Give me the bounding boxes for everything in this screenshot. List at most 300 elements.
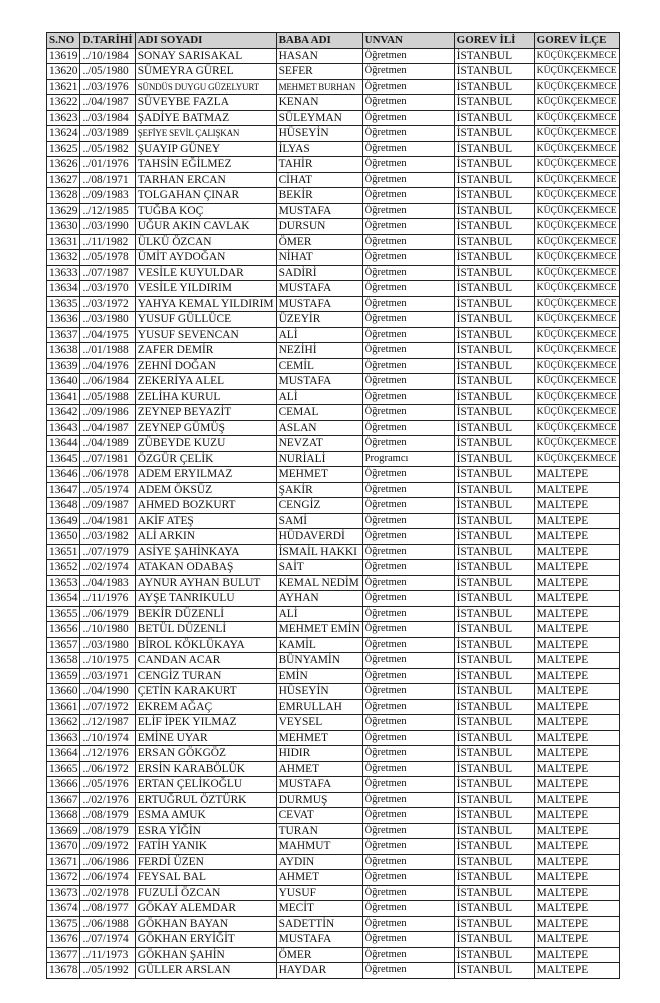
cell-province: İSTANBUL [454,777,534,793]
cell-district: KÜÇÜKÇEKMECE [534,389,619,405]
cell-sno: 13676 [47,932,80,948]
cell-province: İSTANBUL [454,219,534,235]
cell-full-name: GÖKHAN BAYAN [135,916,276,932]
cell-district: KÜÇÜKÇEKMECE [534,126,619,142]
table-row [47,48,620,64]
cell-birth-date: ../05/1992 [80,963,135,979]
cell-district: KÜÇÜKÇEKMECE [534,219,619,235]
cell-province: İSTANBUL [454,932,534,948]
cell-birth-date: ../04/1990 [80,684,135,700]
header-title: UNVAN [362,33,454,49]
table-row [47,126,620,142]
cell-sno: 13659 [47,668,80,684]
cell-province: İSTANBUL [454,529,534,545]
header-district: GOREV İLÇE [534,33,619,49]
cell-title: Öğretmen [362,436,454,452]
table-row [47,250,620,266]
cell-birth-date: ../06/1988 [80,916,135,932]
cell-district: KÜÇÜKÇEKMECE [534,79,619,95]
cell-district: KÜÇÜKÇEKMECE [534,234,619,250]
cell-title: Öğretmen [362,188,454,204]
cell-father-name: ASLAN [276,420,362,436]
header-province: GOREV İLİ [454,33,534,49]
table-row [47,560,620,576]
cell-sno: 13644 [47,436,80,452]
cell-title: Öğretmen [362,854,454,870]
cell-title: Öğretmen [362,482,454,498]
cell-title: Öğretmen [362,777,454,793]
cell-province: İSTANBUL [454,761,534,777]
cell-province: İSTANBUL [454,963,534,979]
cell-district: KÜÇÜKÇEKMECE [534,343,619,359]
cell-sno: 13656 [47,622,80,638]
cell-father-name: SAMİ [276,513,362,529]
table-row [47,839,620,855]
cell-district: KÜÇÜKÇEKMECE [534,265,619,281]
cell-district: MALTEPE [534,529,619,545]
cell-father-name: SADETTİN [276,916,362,932]
table-row [47,808,620,824]
cell-province: İSTANBUL [454,234,534,250]
cell-sno: 13663 [47,730,80,746]
cell-title: Öğretmen [362,513,454,529]
cell-birth-date: ../07/1972 [80,699,135,715]
cell-birth-date: ../06/1978 [80,467,135,483]
cell-full-name: CENGİZ TURAN [135,668,276,684]
table-row [47,358,620,374]
table-row [47,188,620,204]
cell-birth-date: ../05/1976 [80,777,135,793]
cell-full-name: ZEKERİYA ALEL [135,374,276,390]
table-row [47,296,620,312]
table-row [47,823,620,839]
table-row [47,219,620,235]
cell-title: Öğretmen [362,265,454,281]
cell-full-name: ERTUĞRUL ÖZTÜRK [135,792,276,808]
table-row [47,405,620,421]
table-row [47,482,620,498]
cell-birth-date: ../03/1980 [80,312,135,328]
cell-title: Öğretmen [362,498,454,514]
cell-father-name: NEVZAT [276,436,362,452]
table-row [47,668,620,684]
cell-birth-date: ../11/1976 [80,591,135,607]
table-row [47,963,620,979]
cell-father-name: ÜZEYİR [276,312,362,328]
cell-title: Öğretmen [362,327,454,343]
cell-father-name: MEHMET BURHAN [276,79,362,95]
cell-full-name: ADEM ÖKSÜZ [135,482,276,498]
cell-province: İSTANBUL [454,947,534,963]
cell-title: Öğretmen [362,374,454,390]
cell-title: Öğretmen [362,389,454,405]
cell-title: Öğretmen [362,64,454,80]
cell-sno: 13652 [47,560,80,576]
cell-father-name: ALİ [276,606,362,622]
cell-title: Öğretmen [362,110,454,126]
cell-father-name: İSMAİL HAKKI [276,544,362,560]
cell-full-name: SÜNDÜS DUYGU GÜZELYURT [135,79,276,95]
cell-district: MALTEPE [534,870,619,886]
cell-province: İSTANBUL [454,653,534,669]
table-row [47,730,620,746]
cell-birth-date: ../12/1976 [80,746,135,762]
table-row [47,870,620,886]
table-row [47,498,620,514]
cell-province: İSTANBUL [454,48,534,64]
cell-full-name: ÖZGÜR ÇELİK [135,451,276,467]
cell-title: Öğretmen [362,250,454,266]
cell-sno: 13668 [47,808,80,824]
cell-sno: 13631 [47,234,80,250]
cell-full-name: ÜMİT AYDOĞAN [135,250,276,266]
cell-sno: 13678 [47,963,80,979]
cell-father-name: DURSUN [276,219,362,235]
cell-title: Öğretmen [362,885,454,901]
cell-title: Öğretmen [362,715,454,731]
personnel-table [46,32,620,979]
cell-full-name: AHMED BOZKURT [135,498,276,514]
cell-birth-date: ../11/1982 [80,234,135,250]
cell-father-name: SEFER [276,64,362,80]
cell-birth-date: ../02/1976 [80,792,135,808]
cell-full-name: AYNUR AYHAN BULUT [135,575,276,591]
cell-birth-date: ../02/1978 [80,885,135,901]
cell-province: İSTANBUL [454,684,534,700]
cell-full-name: GÖKAY ALEMDAR [135,901,276,917]
cell-title: Öğretmen [362,343,454,359]
cell-title: Öğretmen [362,963,454,979]
table-row [47,746,620,762]
cell-father-name: EMRULLAH [276,699,362,715]
cell-full-name: VESİLE YILDIRIM [135,281,276,297]
cell-province: İSTANBUL [454,95,534,111]
cell-title: Öğretmen [362,808,454,824]
cell-province: İSTANBUL [454,188,534,204]
cell-sno: 13674 [47,901,80,917]
table-row [47,389,620,405]
cell-birth-date: ../03/1976 [80,79,135,95]
cell-province: İSTANBUL [454,544,534,560]
cell-title: Öğretmen [362,219,454,235]
cell-full-name: ŞEFİYE SEVİL ÇALIŞKAN [135,126,276,142]
cell-province: İSTANBUL [454,420,534,436]
cell-full-name: ESMA AMUK [135,808,276,824]
cell-full-name: FEYSAL BAL [135,870,276,886]
cell-birth-date: ../05/1978 [80,250,135,266]
table-row [47,792,620,808]
cell-title: Öğretmen [362,79,454,95]
cell-full-name: ZEYNEP GÜMÜŞ [135,420,276,436]
cell-full-name: GÖKHAN ERYİĞİT [135,932,276,948]
cell-title: Öğretmen [362,916,454,932]
cell-province: İSTANBUL [454,591,534,607]
cell-title: Öğretmen [362,699,454,715]
cell-sno: 13662 [47,715,80,731]
table-row [47,157,620,173]
table-row [47,436,620,452]
cell-full-name: ERTAN ÇELİKOĞLU [135,777,276,793]
cell-sno: 13628 [47,188,80,204]
cell-title: Öğretmen [362,467,454,483]
cell-birth-date: ../12/1987 [80,715,135,731]
cell-title: Öğretmen [362,761,454,777]
cell-title: Öğretmen [362,157,454,173]
cell-district: MALTEPE [534,839,619,855]
cell-birth-date: ../03/1990 [80,219,135,235]
cell-full-name: ZEYNEP BEYAZİT [135,405,276,421]
cell-sno: 13671 [47,854,80,870]
cell-district: KÜÇÜKÇEKMECE [534,110,619,126]
cell-sno: 13642 [47,405,80,421]
cell-birth-date: ../10/1975 [80,653,135,669]
cell-father-name: MUSTAFA [276,932,362,948]
table-row [47,637,620,653]
cell-province: İSTANBUL [454,916,534,932]
cell-birth-date: ../04/1976 [80,358,135,374]
cell-province: İSTANBUL [454,792,534,808]
cell-birth-date: ../04/1989 [80,436,135,452]
cell-father-name: NİHAT [276,250,362,266]
cell-province: İSTANBUL [454,839,534,855]
cell-full-name: ZÜBEYDE KUZU [135,436,276,452]
cell-full-name: GÖKHAN ŞAHİN [135,947,276,963]
cell-district: MALTEPE [534,498,619,514]
cell-father-name: HÜSEYİN [276,126,362,142]
cell-title: Öğretmen [362,405,454,421]
cell-father-name: AHMET [276,870,362,886]
cell-province: İSTANBUL [454,405,534,421]
cell-sno: 13664 [47,746,80,762]
table-row [47,327,620,343]
cell-birth-date: ../09/1986 [80,405,135,421]
cell-district: MALTEPE [534,947,619,963]
cell-birth-date: ../03/1982 [80,529,135,545]
cell-title: Öğretmen [362,730,454,746]
cell-birth-date: ../06/1974 [80,870,135,886]
header-sno: S.NO [47,33,80,49]
cell-sno: 13643 [47,420,80,436]
cell-full-name: YUSUF GÜLLÜCE [135,312,276,328]
cell-birth-date: ../05/1980 [80,64,135,80]
table-row [47,203,620,219]
cell-district: KÜÇÜKÇEKMECE [534,358,619,374]
cell-full-name: ZAFER DEMİR [135,343,276,359]
cell-birth-date: ../04/1975 [80,327,135,343]
cell-title: Programcı [362,451,454,467]
cell-district: MALTEPE [534,544,619,560]
cell-district: MALTEPE [534,668,619,684]
cell-province: İSTANBUL [454,637,534,653]
table-row [47,715,620,731]
cell-province: İSTANBUL [454,901,534,917]
cell-sno: 13635 [47,296,80,312]
cell-birth-date: ../07/1979 [80,544,135,560]
cell-full-name: ADEM ERYILMAZ [135,467,276,483]
cell-full-name: YAHYA KEMAL YILDIRIM [135,296,276,312]
table-row [47,529,620,545]
cell-father-name: MAHMUT [276,839,362,855]
table-row [47,374,620,390]
cell-full-name: ERSİN KARABÖLÜK [135,761,276,777]
cell-province: İSTANBUL [454,575,534,591]
cell-full-name: BETÜL DÜZENLİ [135,622,276,638]
cell-full-name: TUĞBA KOÇ [135,203,276,219]
cell-sno: 13669 [47,823,80,839]
cell-father-name: SAİT [276,560,362,576]
cell-full-name: ŞADİYE BATMAZ [135,110,276,126]
cell-father-name: AYDIN [276,854,362,870]
cell-district: MALTEPE [534,606,619,622]
cell-birth-date: ../03/1980 [80,637,135,653]
cell-province: İSTANBUL [454,436,534,452]
cell-sno: 13647 [47,482,80,498]
cell-district: KÜÇÜKÇEKMECE [534,48,619,64]
cell-district: KÜÇÜKÇEKMECE [534,203,619,219]
cell-province: İSTANBUL [454,730,534,746]
cell-province: İSTANBUL [454,312,534,328]
cell-full-name: BEKİR DÜZENLİ [135,606,276,622]
table-row [47,932,620,948]
cell-title: Öğretmen [362,932,454,948]
cell-father-name: MUSTAFA [276,374,362,390]
cell-full-name: YUSUF SEVENCAN [135,327,276,343]
table-row [47,622,620,638]
cell-full-name: AYŞE TANRIKULU [135,591,276,607]
cell-birth-date: ../08/1979 [80,808,135,824]
cell-father-name: HÜDAVERDİ [276,529,362,545]
table-row [47,95,620,111]
cell-full-name: ESRA YİĞİN [135,823,276,839]
header-full-name: ADI SOYADI [135,33,276,49]
cell-title: Öğretmen [362,668,454,684]
cell-sno: 13619 [47,48,80,64]
cell-title: Öğretmen [362,544,454,560]
cell-district: KÜÇÜKÇEKMECE [534,312,619,328]
cell-sno: 13629 [47,203,80,219]
cell-province: İSTANBUL [454,250,534,266]
cell-birth-date: ../12/1985 [80,203,135,219]
cell-father-name: VEYSEL [276,715,362,731]
cell-province: İSTANBUL [454,808,534,824]
cell-father-name: ÖMER [276,234,362,250]
cell-title: Öğretmen [362,606,454,622]
cell-province: İSTANBUL [454,513,534,529]
cell-father-name: MUSTAFA [276,281,362,297]
cell-father-name: NURİALİ [276,451,362,467]
cell-district: MALTEPE [534,622,619,638]
cell-birth-date: ../10/1984 [80,48,135,64]
cell-father-name: CİHAT [276,172,362,188]
cell-sno: 13632 [47,250,80,266]
table-row [47,265,620,281]
cell-full-name: ELİF İPEK YILMAZ [135,715,276,731]
cell-province: İSTANBUL [454,451,534,467]
header-birth-date: D.TARİHİ [80,33,135,49]
cell-full-name: SONAY SARISAKAL [135,48,276,64]
cell-district: MALTEPE [534,730,619,746]
cell-title: Öğretmen [362,358,454,374]
cell-full-name: SÜVEYBE FAZLA [135,95,276,111]
cell-father-name: EMİN [276,668,362,684]
cell-title: Öğretmen [362,870,454,886]
cell-title: Öğretmen [362,281,454,297]
cell-title: Öğretmen [362,947,454,963]
cell-full-name: BİROL KÖKLÜKAYA [135,637,276,653]
cell-title: Öğretmen [362,839,454,855]
cell-father-name: TAHİR [276,157,362,173]
cell-father-name: DURMUŞ [276,792,362,808]
cell-full-name: ALİ ARKIN [135,529,276,545]
cell-birth-date: ../09/1972 [80,839,135,855]
cell-father-name: CEMİL [276,358,362,374]
cell-district: KÜÇÜKÇEKMECE [534,296,619,312]
table-row [47,513,620,529]
cell-full-name: FUZULİ ÖZCAN [135,885,276,901]
cell-district: MALTEPE [534,684,619,700]
cell-sno: 13645 [47,451,80,467]
cell-full-name: ATAKAN ODABAŞ [135,560,276,576]
cell-sno: 13657 [47,637,80,653]
cell-father-name: AHMET [276,761,362,777]
cell-district: KÜÇÜKÇEKMECE [534,436,619,452]
cell-district: KÜÇÜKÇEKMECE [534,451,619,467]
cell-sno: 13627 [47,172,80,188]
cell-sno: 13636 [47,312,80,328]
cell-province: İSTANBUL [454,296,534,312]
cell-sno: 13620 [47,64,80,80]
table-body [47,48,620,978]
cell-full-name: UĞUR AKIN CAVLAK [135,219,276,235]
cell-father-name: ŞAKİR [276,482,362,498]
cell-father-name: CENGİZ [276,498,362,514]
cell-father-name: SÜLEYMAN [276,110,362,126]
cell-birth-date: ../04/1981 [80,513,135,529]
cell-full-name: ŞUAYIP GÜNEY [135,141,276,157]
cell-title: Öğretmen [362,684,454,700]
cell-birth-date: ../03/1984 [80,110,135,126]
cell-province: İSTANBUL [454,265,534,281]
cell-birth-date: ../08/1979 [80,823,135,839]
cell-father-name: TURAN [276,823,362,839]
cell-father-name: HIDIR [276,746,362,762]
cell-sno: 13621 [47,79,80,95]
cell-full-name: AKİF ATEŞ [135,513,276,529]
cell-province: İSTANBUL [454,699,534,715]
cell-district: MALTEPE [534,575,619,591]
cell-sno: 13639 [47,358,80,374]
cell-district: MALTEPE [534,560,619,576]
cell-district: KÜÇÜKÇEKMECE [534,157,619,173]
table-row [47,947,620,963]
cell-district: KÜÇÜKÇEKMECE [534,420,619,436]
cell-title: Öğretmen [362,591,454,607]
cell-father-name: YUSUF [276,885,362,901]
cell-father-name: CEMAL [276,405,362,421]
cell-district: MALTEPE [534,637,619,653]
cell-full-name: TAHSİN EĞİLMEZ [135,157,276,173]
cell-title: Öğretmen [362,172,454,188]
cell-district: MALTEPE [534,591,619,607]
cell-birth-date: ../01/1976 [80,157,135,173]
header-father-name: BABA ADI [276,33,362,49]
cell-birth-date: ../03/1971 [80,668,135,684]
cell-father-name: KENAN [276,95,362,111]
cell-title: Öğretmen [362,575,454,591]
table-row [47,110,620,126]
cell-district: KÜÇÜKÇEKMECE [534,64,619,80]
cell-sno: 13670 [47,839,80,855]
